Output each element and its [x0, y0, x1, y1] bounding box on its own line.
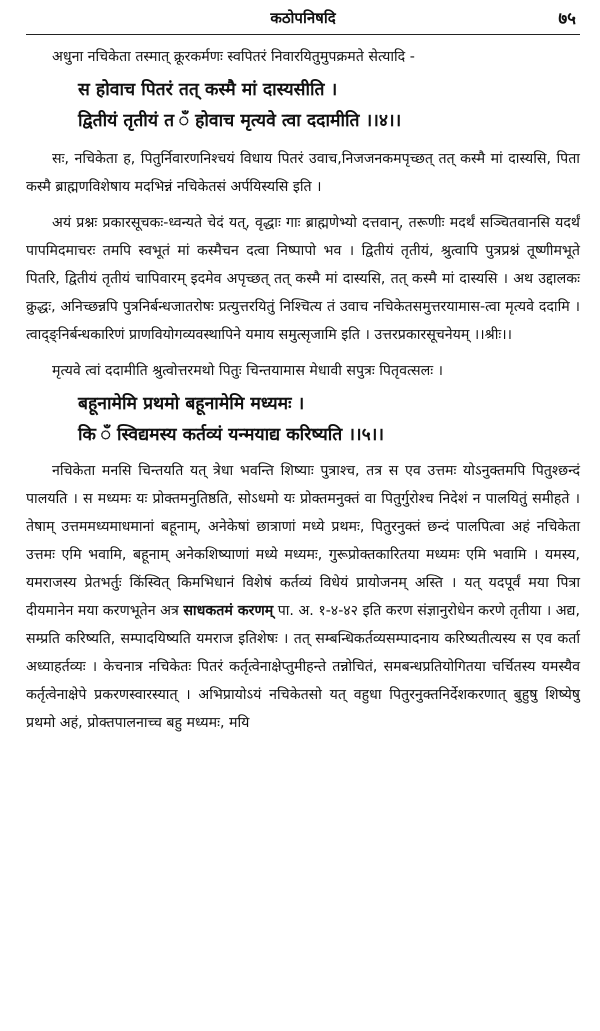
verse-5-line-2: कि ँ स्विद्यमस्य कर्तव्यं यन्मयाद्य करिष्यति ।।५।।: [78, 425, 384, 445]
emphasized-phrase: साधकतमं करणम्: [183, 603, 274, 619]
page-header: [26, 0, 580, 35]
commentary-text-part-2: पा. अ. १-४-४२ इति करण संज्ञानुरोधेन करणे तृतीया । अद्य, सम्प्रति करिष्यति, सम्पादयिष्यति यमराज इतिशेषः । तत् सम्बन्धिकर्तव्यसम्पादनाय करिष्यतीत्यस्य स एव कर्ता अध्याहर्तव्यः । केचनात्र नचिकेतः पितरं कर्तृत्वेनाक्षेप्तुमीहन्ते तन्नोचितं, समबन्धप्रतियोगितया चर्चितस्य यमस्यैव कर्तृत्वेनाक्षेपे प्रकरणस्वारस्यात् । अभिप्रायोऽयं नचिकेतसो यत् वहुधा पितुरनुक्तनिर्देशकरणात् बुहुषु शिष्येषु प्रथमो अहं, प्रोक्तपालनाच्च बहु मध्यमः, मयि: [26, 603, 580, 731]
commentary-paragraph-2: अयं प्रश्नः प्रकारसूचकः-ध्वन्यते चेदं यत्, वृद्धाः गाः ब्राह्मणेभ्यो दत्तवान्, तरूणीः मदर्थं सञ्चितवानसि यदर्थं पापमिदमाचरः तमपि स्वभूतं मां कस्मैचन दत्वा निष्पापो भव । द्वितीयं तृतीयं, श्रुत्वापि पुत्रप्रश्नं तूष्णीमभूते पितरि, द्वितीयं तृतीयं चापिवारम् इदमेव अपृच्छत् तत् कस्मै मां दास्यसि, तत् कस्मै मां दास्यसि । अथ उद्दालकः क्रुद्धः, अनिच्छन्नपि पुत्रनिर्बन्धजातरोषः प्रत्युत्तरयितुं निश्चित्य तं उवाच नचिकेतसमुत्तरयामास-त्वा मृत्यवे ददामि । त्वाद्ङ्निर्बन्धकारिणं प्राणवियोगव्यवस्थापिने यमाय समुत्सृजामि इति । उत्तरप्रकारसूचनेयम् ।।श्रीः।।: [26, 215, 580, 343]
verse-4-line-1: स होवाच पितरं तत् कस्मै मां दास्यसीति ।: [78, 80, 338, 100]
running-title: कठोपनिषदि: [270, 9, 336, 27]
intro-line-verse-5: मृत्यवे त्वां ददामीति श्रुत्वोत्तरमथो पितुः चिन्तयामास मेधावी सपुत्रः पितृवत्सलः ।: [52, 363, 443, 379]
commentary-paragraph-1: सः, नचिकेता ह, पितुर्निवारणनिश्चयं विधाय पितरं उवाच,निजजनकमपृच्छत् तत् कस्मै मां दास्यसि, पिता कस्मै ब्राह्मणविशेषाय मदभिन्नं नचिकेतसं अर्पयिस्यसि इति ।: [26, 151, 580, 195]
verse-5-line-1: बहूनामेमि प्रथमो बहूनामेमि मध्यमः ।: [78, 394, 305, 414]
commentary-text-part-1: नचिकेता मनसि चिन्तयति यत् त्रेधा भवन्ति शिष्याः पुत्राश्च, तत्र स एव उत्तमः योऽनुक्तमपि पितुश्छन्दं पालयति । स मध्यमः यः प्रोक्तमनुतिष्ठति, सोऽधमो यः प्रोक्तमनुक्तं वा पितुर्गुरोश्च निदेशं न पालयितुं समीहते । तेषाम् उत्तममध्यमाधमानां बहूनाम्, अनेकेषां छात्राणां मध्ये प्रथमः, पितुरनुक्तं छन्दं पालपित्वा अहं नचिकेता उत्तमः एमि भवामि, बहूनाम् अनेकशिष्याणां मध्ये मध्यमः, गुरूप्रोक्तकारितया मध्यमः एमि भवामि । यमस्य, यमराजस्य प्रेतभर्तुः किंस्वित् किमभिधानं विशेषं कर्तव्यं विधेयं प्रायोजनम् अस्ति । यत् यदपूर्वं मया पित्रा दीयमानेन मया करणभूतेन अत्र: [26, 463, 580, 619]
verse-4-line-2: द्वितीयं तृतीयं त ँ होवाच मृत्यवे त्वा ददामीति ।।४।।: [78, 111, 402, 131]
page-number: ७५: [558, 9, 576, 29]
commentary-paragraph-3: [26, 457, 580, 737]
intro-line-verse-4: अधुना नचिकेता तस्मात् क्रूरकर्मणः स्वपितरं निवारयितुमुपक्रमते सेत्यादि -: [52, 49, 415, 65]
